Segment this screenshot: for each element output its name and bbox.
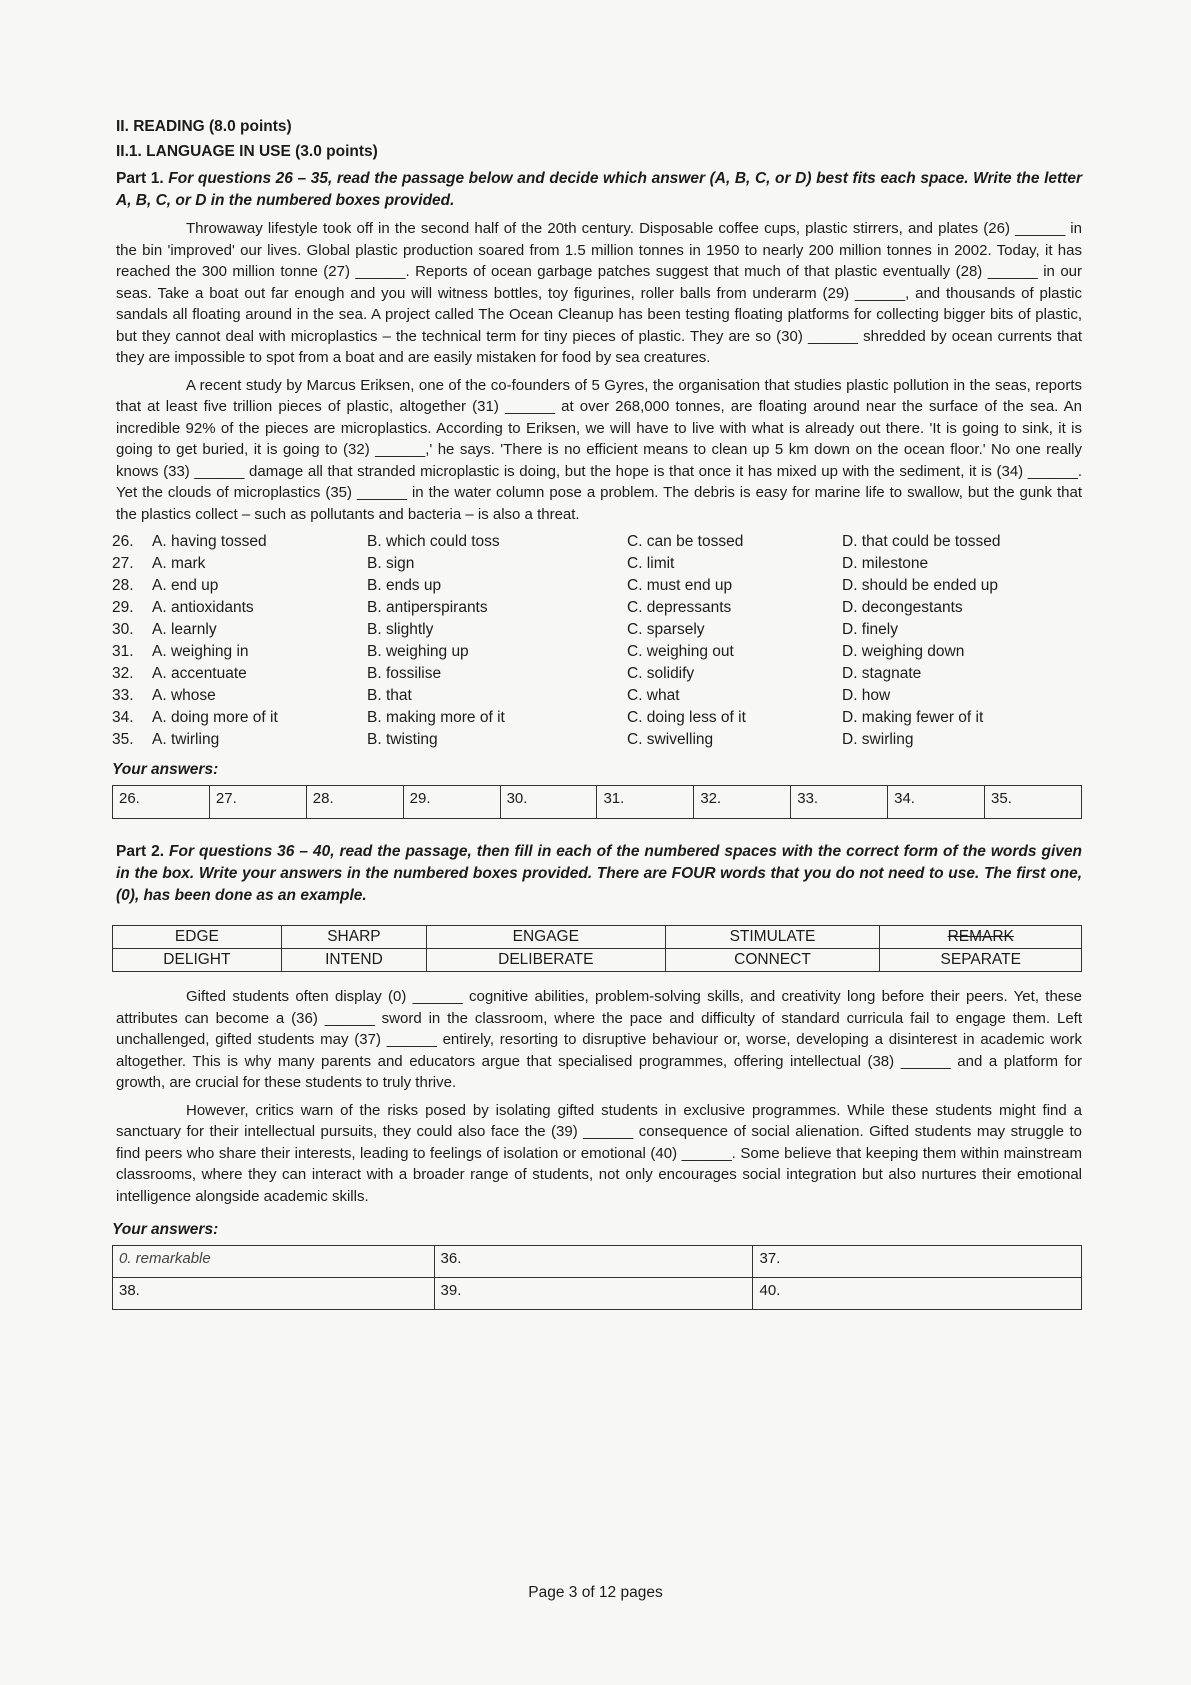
option-c: C. depressants <box>627 599 732 616</box>
word-cell: SHARP <box>281 926 426 949</box>
option-a: A. having tossed <box>152 533 267 550</box>
option-b: B. which could toss <box>367 533 500 550</box>
word-cell: CONNECT <box>665 949 880 972</box>
table-row <box>113 949 1082 972</box>
option-c: C. what <box>627 687 680 704</box>
option-d: D. how <box>842 687 891 704</box>
option-d: D. that could be tossed <box>842 533 1001 550</box>
question-number: 27. <box>112 555 134 572</box>
question-row <box>112 597 1082 619</box>
word-cell: EDGE <box>113 926 282 949</box>
option-b: B. sign <box>367 555 415 572</box>
question-row <box>112 531 1082 553</box>
option-d: D. milestone <box>842 555 929 572</box>
word-cell: SEPARATE <box>880 949 1082 972</box>
part2-answer-table <box>112 1245 1082 1310</box>
word-cell: ENGAGE <box>427 926 665 949</box>
option-d: D. decongestants <box>842 599 963 616</box>
question-number: 33. <box>112 687 134 704</box>
part1-instruction-text: For questions 26 – 35, read the passage below and decide which answer (A, B, C, or D) best fits each space. Write the letter A, B, C, or D in the numbered boxes provided. <box>116 170 1082 209</box>
option-a: A. accentuate <box>152 665 247 682</box>
word-cell: STIMULATE <box>665 926 880 949</box>
part1-answer-table <box>112 785 1082 819</box>
table-row <box>113 926 1082 949</box>
table-row <box>113 1278 1082 1310</box>
option-c: C. sparsely <box>627 621 705 638</box>
word-cell: REMARK <box>880 926 1082 949</box>
question-row <box>112 663 1082 685</box>
part1-paragraph-2: A recent study by Marcus Eriksen, one of the co-founders of 5 Gyres, the organisation that studies plastic pollution in the seas, reports that at least five trillion pieces of plastic, altogether (31) ______ at over 268,000 tonnes, are floating around near the surface of the sea. An incredible 92% of the pieces are microplastics. According to Eriksen, we will have to live with what is already out there. 'It is going to sink, it is going to get buried, it is going to (32) ______,' he says. 'There is no efficient means to clean up 5 km down on the ocean floor.' No one really knows (33) ______ damage all that stranded microplastic is doing, but the hope is that once it has mixed up with the sediment, it is (34) ______. Yet the clouds of microplastics (35) ______ in the water column pose a problem. The debris is easy for marine life to swallow, but the gunk that the plastics collect – such as pollutants and bacteria – is also a threat. <box>116 376 1082 523</box>
option-c: C. weighing out <box>627 643 734 660</box>
word-cell: INTEND <box>281 949 426 972</box>
option-b: B. slightly <box>367 621 434 638</box>
answer-box-39[interactable]: 39. <box>434 1278 753 1310</box>
option-b: B. that <box>367 687 412 704</box>
answer-box-34[interactable]: 34. <box>888 786 985 819</box>
word-cell: DELIBERATE <box>427 949 665 972</box>
option-b: B. fossilise <box>367 665 442 682</box>
option-a: A. end up <box>152 577 219 594</box>
part1-answers-label: Your answers: <box>112 761 219 778</box>
exam-page <box>112 118 1082 1310</box>
part1-instruction <box>116 168 1082 212</box>
section-title: II. READING (8.0 points) <box>116 118 292 135</box>
option-a: A. mark <box>152 555 206 572</box>
option-c: C. swivelling <box>627 731 714 748</box>
option-c: C. can be tossed <box>627 533 744 550</box>
option-a: A. whose <box>152 687 216 704</box>
part1-label: Part 1. <box>116 170 164 187</box>
table-row <box>113 786 1082 819</box>
part2-instruction-text: For questions 36 – 40, read the passage, then fill in each of the numbered spaces with the correct form of the words given in the box. Write your answers in the numbered boxes provided. There are FOUR words that you do not need to use. The first one, (0), has been done as an example. <box>116 843 1082 904</box>
question-number: 30. <box>112 621 134 638</box>
answer-box-33[interactable]: 33. <box>791 786 888 819</box>
option-a: A. weighing in <box>152 643 249 660</box>
part1-options <box>112 531 1082 751</box>
answer-box-28[interactable]: 28. <box>306 786 403 819</box>
option-a: A. learnly <box>152 621 217 638</box>
question-number: 32. <box>112 665 134 682</box>
option-d: D. finely <box>842 621 898 638</box>
option-d: D. stagnate <box>842 665 922 682</box>
option-c: C. must end up <box>627 577 733 594</box>
answer-box-35[interactable]: 35. <box>985 786 1082 819</box>
question-row <box>112 619 1082 641</box>
part1-paragraph-1: Throwaway lifestyle took off in the second half of the 20th century. Disposable coffee cups, plastic stirrers, and plates (26) ______ in the bin 'improved' our lives. Global plastic production soared from 1.5 million tonnes in 1950 to nearly 200 million tonnes in 2002. Today, it has reached the 300 million tonne (27) ______. Reports of ocean garbage patches suggest that much of that plastic eventually (28) ______ in our seas. Take a boat out far enough and you will witness bottles, toy figurines, roller balls from underarm (29) ______, and thousands of plastic sandals all floating around in the sea. A project called The Ocean Cleanup has been testing floating platforms for collecting bigger bits of plastic, but they cannot deal with microplastics – the technical term for tiny pieces of plastic. They are so (30) ______ shredded by ocean currents that they are impossible to spot from a boat and are easily mistaken for food by sea creatures. <box>116 220 1082 366</box>
part2-answers-label: Your answers: <box>112 1221 219 1238</box>
option-b: B. antiperspirants <box>367 599 488 616</box>
question-number: 28. <box>112 577 134 594</box>
part2-instruction <box>116 841 1082 907</box>
question-row <box>112 707 1082 729</box>
answer-box-26[interactable]: 26. <box>113 786 210 819</box>
question-row <box>112 641 1082 663</box>
question-number: 35. <box>112 731 134 748</box>
answer-box-32[interactable]: 32. <box>694 786 791 819</box>
answer-box-37[interactable]: 37. <box>753 1246 1082 1278</box>
question-row <box>112 575 1082 597</box>
option-d: D. should be ended up <box>842 577 998 594</box>
part2-paragraph-2: However, critics warn of the risks posed by isolating gifted students in exclusive programmes. While these students might find a sanctuary for their intellectual pursuits, they could also face the (39) ______ consequence of social alienation. Gifted students may struggle to find peers who share their interests, leading to feelings of isolation or emotional (40) ______. Some believe that keeping them within mainstream classrooms, where they can interact with a broader range of students, not only encourages social integration but also nurtures their emotional intelligence alongside academic skills. <box>116 1101 1082 1205</box>
option-d: D. swirling <box>842 731 914 748</box>
option-d: D. weighing down <box>842 643 965 660</box>
question-row <box>112 553 1082 575</box>
part2-label: Part 2. <box>116 843 165 860</box>
answer-box-30[interactable]: 30. <box>500 786 597 819</box>
answer-box-29[interactable]: 29. <box>403 786 500 819</box>
word-box <box>112 925 1082 972</box>
option-a: A. twirling <box>152 731 220 748</box>
part2-paragraph-1: Gifted students often display (0) ______ cognitive abilities, problem-solving skills, and creativity long before their peers. Yet, these attributes can become a (36) ______ sword in the classroom, where the pace and difficulty of standard curricula fail to engage them. Left unchallenged, gifted students may (37) ______ entirely, resorting to disruptive behaviour or, worse, developing a disinterest in academic work altogether. This is why many parents and educators argue that specialised programmes, offering intellectual (38) ______ and a platform for growth, are crucial for these students to truly thrive. <box>116 988 1082 1091</box>
answer-box-example: 0. remarkable <box>113 1246 435 1278</box>
option-a: A. doing more of it <box>152 709 278 726</box>
question-row <box>112 685 1082 707</box>
question-number: 34. <box>112 709 134 726</box>
answer-box-38[interactable]: 38. <box>113 1278 435 1310</box>
option-c: C. doing less of it <box>627 709 746 726</box>
question-number: 26. <box>112 533 134 550</box>
option-b: B. making more of it <box>367 709 505 726</box>
page-footer: Page 3 of 12 pages <box>528 1584 663 1601</box>
option-b: B. weighing up <box>367 643 469 660</box>
question-number: 29. <box>112 599 134 616</box>
option-c: C. limit <box>627 555 675 572</box>
answer-box-40[interactable]: 40. <box>753 1278 1082 1310</box>
question-number: 31. <box>112 643 134 660</box>
word-cell: DELIGHT <box>113 949 282 972</box>
subsection-title: II.1. LANGUAGE IN USE (3.0 points) <box>116 143 378 160</box>
answer-box-36[interactable]: 36. <box>434 1246 753 1278</box>
answer-box-27[interactable]: 27. <box>209 786 306 819</box>
option-d: D. making fewer of it <box>842 709 984 726</box>
option-c: C. solidify <box>627 665 695 682</box>
option-b: B. twisting <box>367 731 438 748</box>
answer-box-31[interactable]: 31. <box>597 786 694 819</box>
table-row <box>113 1246 1082 1278</box>
option-a: A. antioxidants <box>152 599 254 616</box>
option-b: B. ends up <box>367 577 442 594</box>
question-row <box>112 729 1082 751</box>
